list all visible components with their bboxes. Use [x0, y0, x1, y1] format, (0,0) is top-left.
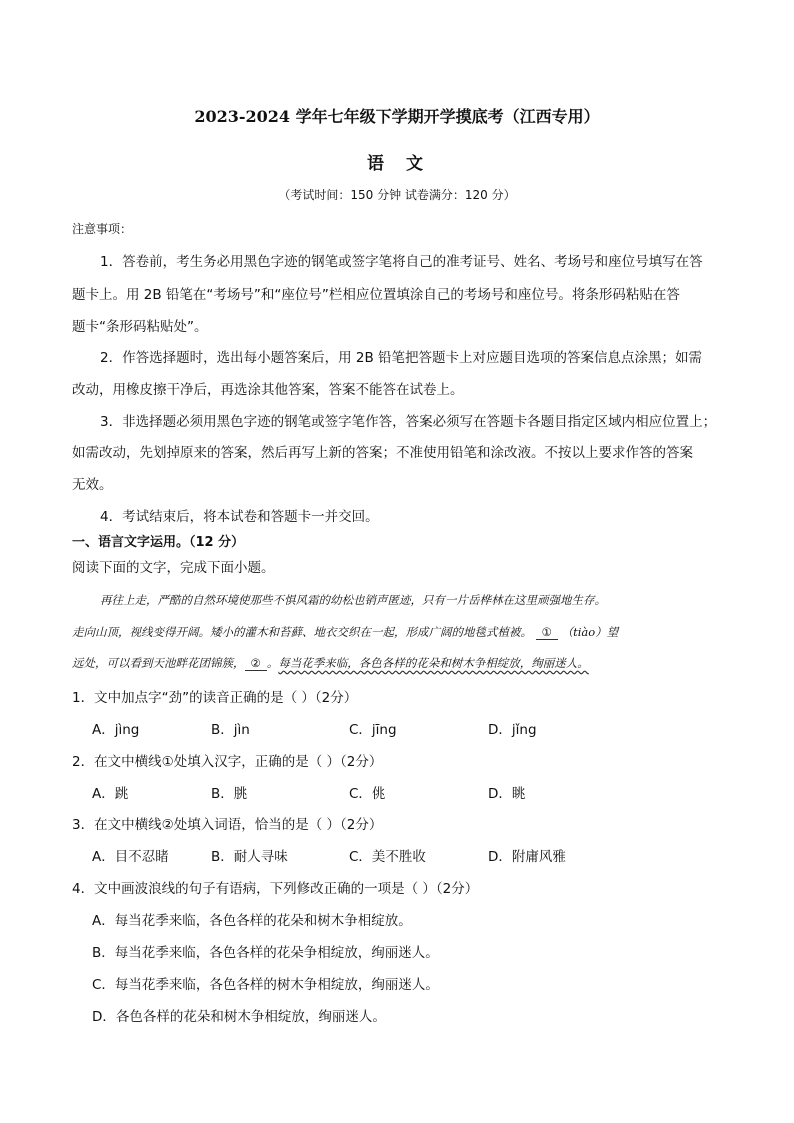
passage-line	[72, 624, 618, 640]
section-intro: 阅读下面的文字，完成下面小题。	[72, 560, 275, 576]
wavy-sentence: 每当花季来临，各色各样的花朵和树木争相绽放，绚丽迷人。	[278, 656, 589, 670]
notice-heading: 注意事项：	[72, 222, 133, 236]
question-stem: 4．文中画波浪线的句子有语病，下列修改正确的一项是（ ）（2分）	[72, 881, 479, 897]
notice-line: 4．考试结束后，将本试卷和答题卡一并交回。	[100, 509, 379, 525]
passage-text: 走向山顶，视线变得开阔。矮小的灌木和苔藓、地衣交织在一起，形成广阔的地毯式植被。	[72, 625, 532, 639]
notice-line: 无效。	[72, 477, 113, 493]
question-stem: 1．文中加点字“劲”的读音正确的是（ ）（2分）	[72, 690, 358, 706]
option-a: A．每当花季来临，各色各样的花朵和树木争相绽放。	[92, 913, 412, 929]
option-c: C．jīng	[349, 722, 397, 738]
question-stem: 2．在文中横线①处填入汉字，正确的是（ ）（2分）	[72, 754, 383, 770]
option-a: A．目不忍睹	[92, 849, 169, 865]
notice-line: 题卡上。用 2B 铅笔在“考场号”和“座位号”栏相应位置填涂自己的考场号和座位号。将条形码粘贴在答	[72, 287, 680, 303]
option-c: C．每当花季来临，各色各样的树木争相绽放，绚丽迷人。	[92, 977, 439, 993]
passage-text: 远处，可以看到天池畔花团锦簇，	[72, 656, 245, 670]
option-d: D．jǐng	[488, 722, 537, 738]
passage-line	[72, 655, 589, 671]
notice-line: 题卡“条形码粘贴处”。	[72, 319, 208, 335]
section-heading: 一、语言文字运用。（12 分）	[72, 535, 245, 550]
question-stem: 3．在文中横线②处填入词语，恰当的是（ ）（2分）	[72, 817, 383, 833]
option-b: B．朓	[211, 786, 248, 802]
option-d: D．附庸风雅	[488, 849, 566, 865]
passage-text: （tiào）望	[561, 625, 619, 639]
notice-line: 改动，用橡皮擦干净后，再选涂其他答案，答案不能答在试卷上。	[72, 382, 464, 398]
exam-info: （考试时间：150 分钟 试卷满分：120 分）	[278, 188, 516, 202]
notice-line: 3．非选择题必须用黑色字迹的钢笔或签字笔作答，答案必须写在答题卡各题目指定区域内相应位置上；	[100, 414, 717, 430]
option-a: A．jìng	[92, 722, 140, 738]
blank-1: ①	[536, 625, 558, 640]
option-b: B．jìn	[211, 722, 250, 738]
subject-char-2: 文	[406, 154, 427, 174]
notice-line: 如需改动，先划掉原来的答案，然后再写上新的答案；不准使用铅笔和涂改液。不按以上要求作答的答案	[72, 445, 693, 461]
subject-heading	[0, 149, 794, 174]
notice-line: 1．答卷前，考生务必用黑色字迹的钢笔或签字笔将自己的准考证号、姓名、考场号和座位号填写在答	[100, 254, 703, 270]
option-d: D．各色各样的花朵和树木争相绽放，绚丽迷人。	[92, 1009, 386, 1025]
option-a: A．跳	[92, 786, 129, 802]
option-c: C．佻	[349, 786, 386, 802]
blank-2: ②	[245, 656, 267, 671]
option-b: B．耐人寻味	[211, 849, 288, 865]
passage-line: 再往上走，严酷的自然环境使那些不惧风霜的幼松也销声匿迹，只有一片岳桦林在这里顽强地生存。	[100, 593, 606, 607]
exam-title: 2023-2024 学年七年级下学期开学摸底考（江西专用）	[194, 107, 600, 126]
subject-char-1: 语	[367, 154, 388, 174]
option-c: C．美不胜收	[349, 849, 426, 865]
notice-line: 2．作答选择题时，选出每小题答案后，用 2B 铅笔把答题卡上对应题目选项的答案信息点涂黑；如需	[100, 350, 703, 366]
option-b: B．每当花季来临，各色各样的花朵争相绽放，绚丽迷人。	[92, 945, 439, 961]
option-d: D．眺	[488, 786, 526, 802]
passage-text: 。	[266, 656, 279, 670]
